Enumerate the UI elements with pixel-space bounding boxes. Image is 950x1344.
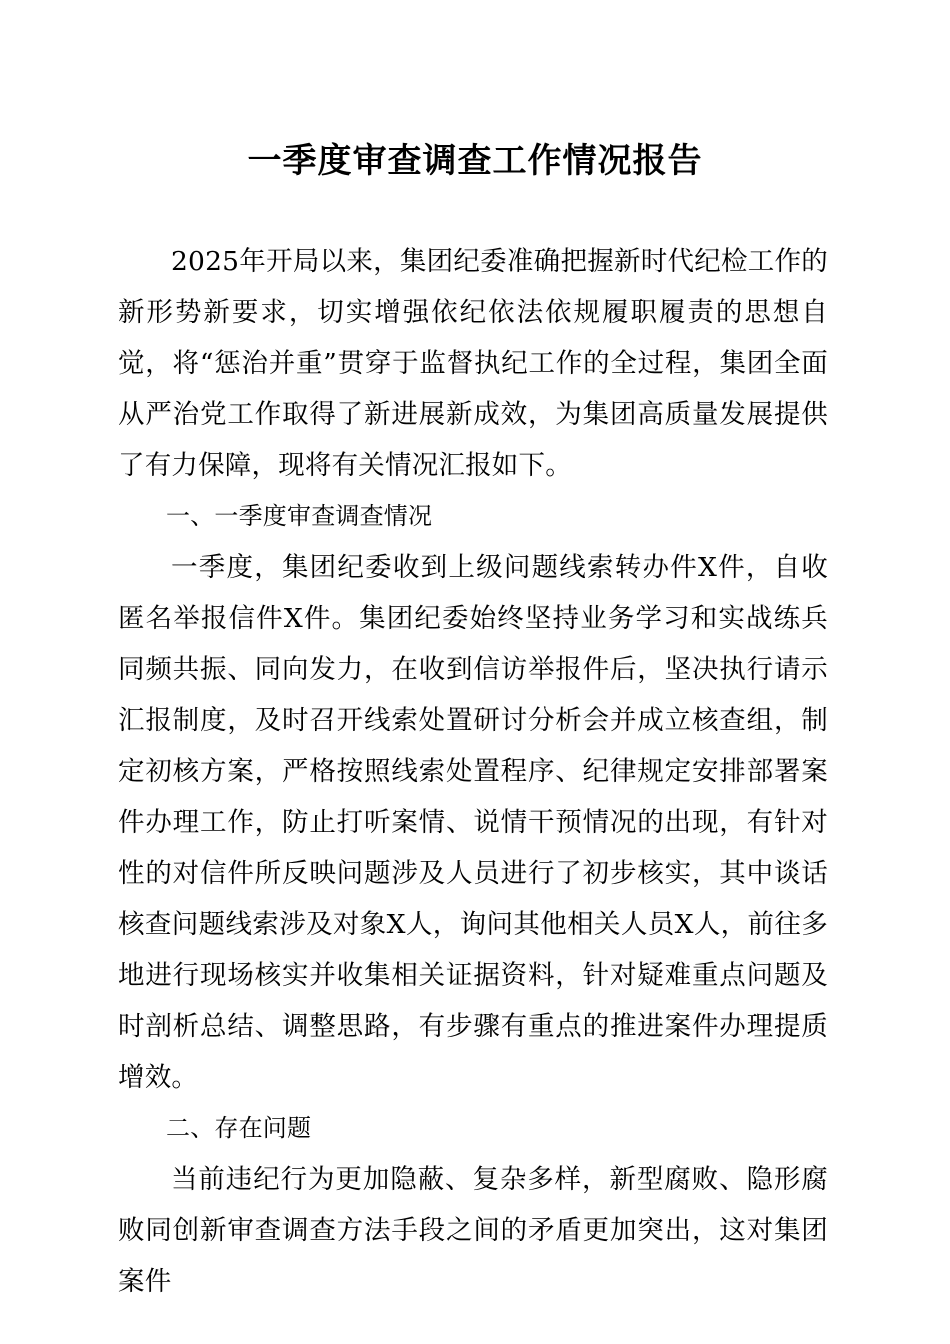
- section-2-heading: 二、存在问题: [166, 1114, 312, 1142]
- intro-paragraph: 2025年开局以来，集团纪委准确把握新时代纪检工作的新形势新要求，切实增强依纪依法依规履职履责的思想自觉，将“惩治并重”贯穿于监督执纪工作的全过程，集团全面从严治党工作取得了新进展新成效，为集团高质量发展提供了有力保障，现将有关情况汇报如下。: [118, 246, 828, 481]
- document-body: [118, 236, 828, 1307]
- section-1-heading: 一、一季度审查调查情况: [166, 502, 433, 530]
- section-2-paragraph: 当前违纪行为更加隐蔽、复杂多样，新型腐败、隐形腐败同创新审查调查方法手段之间的矛盾更加突出，这对集团案件: [118, 1164, 828, 1297]
- document-title: 一季度审查调查工作情况报告: [247, 141, 703, 181]
- section-1-paragraph: 一季度，集团纪委收到上级问题线索转办件X件，自收匿名举报信件X件。集团纪委始终坚持业务学习和实战练兵同频共振、同向发力，在收到信访举报件后，坚决执行请示汇报制度，及时召开线索处置研讨分析会并成立核查组，制定初核方案，严格按照线索处置程序、纪律规定安排部署案件办理工作，防止打听案情、说情干预情况的出现，有针对性的对信件所反映问题涉及人员进行了初步核实，其中谈话核查问题线索涉及对象X人，询问其他相关人员X人，前往多地进行现场核实并收集相关证据资料，针对疑难重点问题及时剖析总结、调整思路，有步骤有重点的推进案件办理提质增效。: [118, 552, 828, 1093]
